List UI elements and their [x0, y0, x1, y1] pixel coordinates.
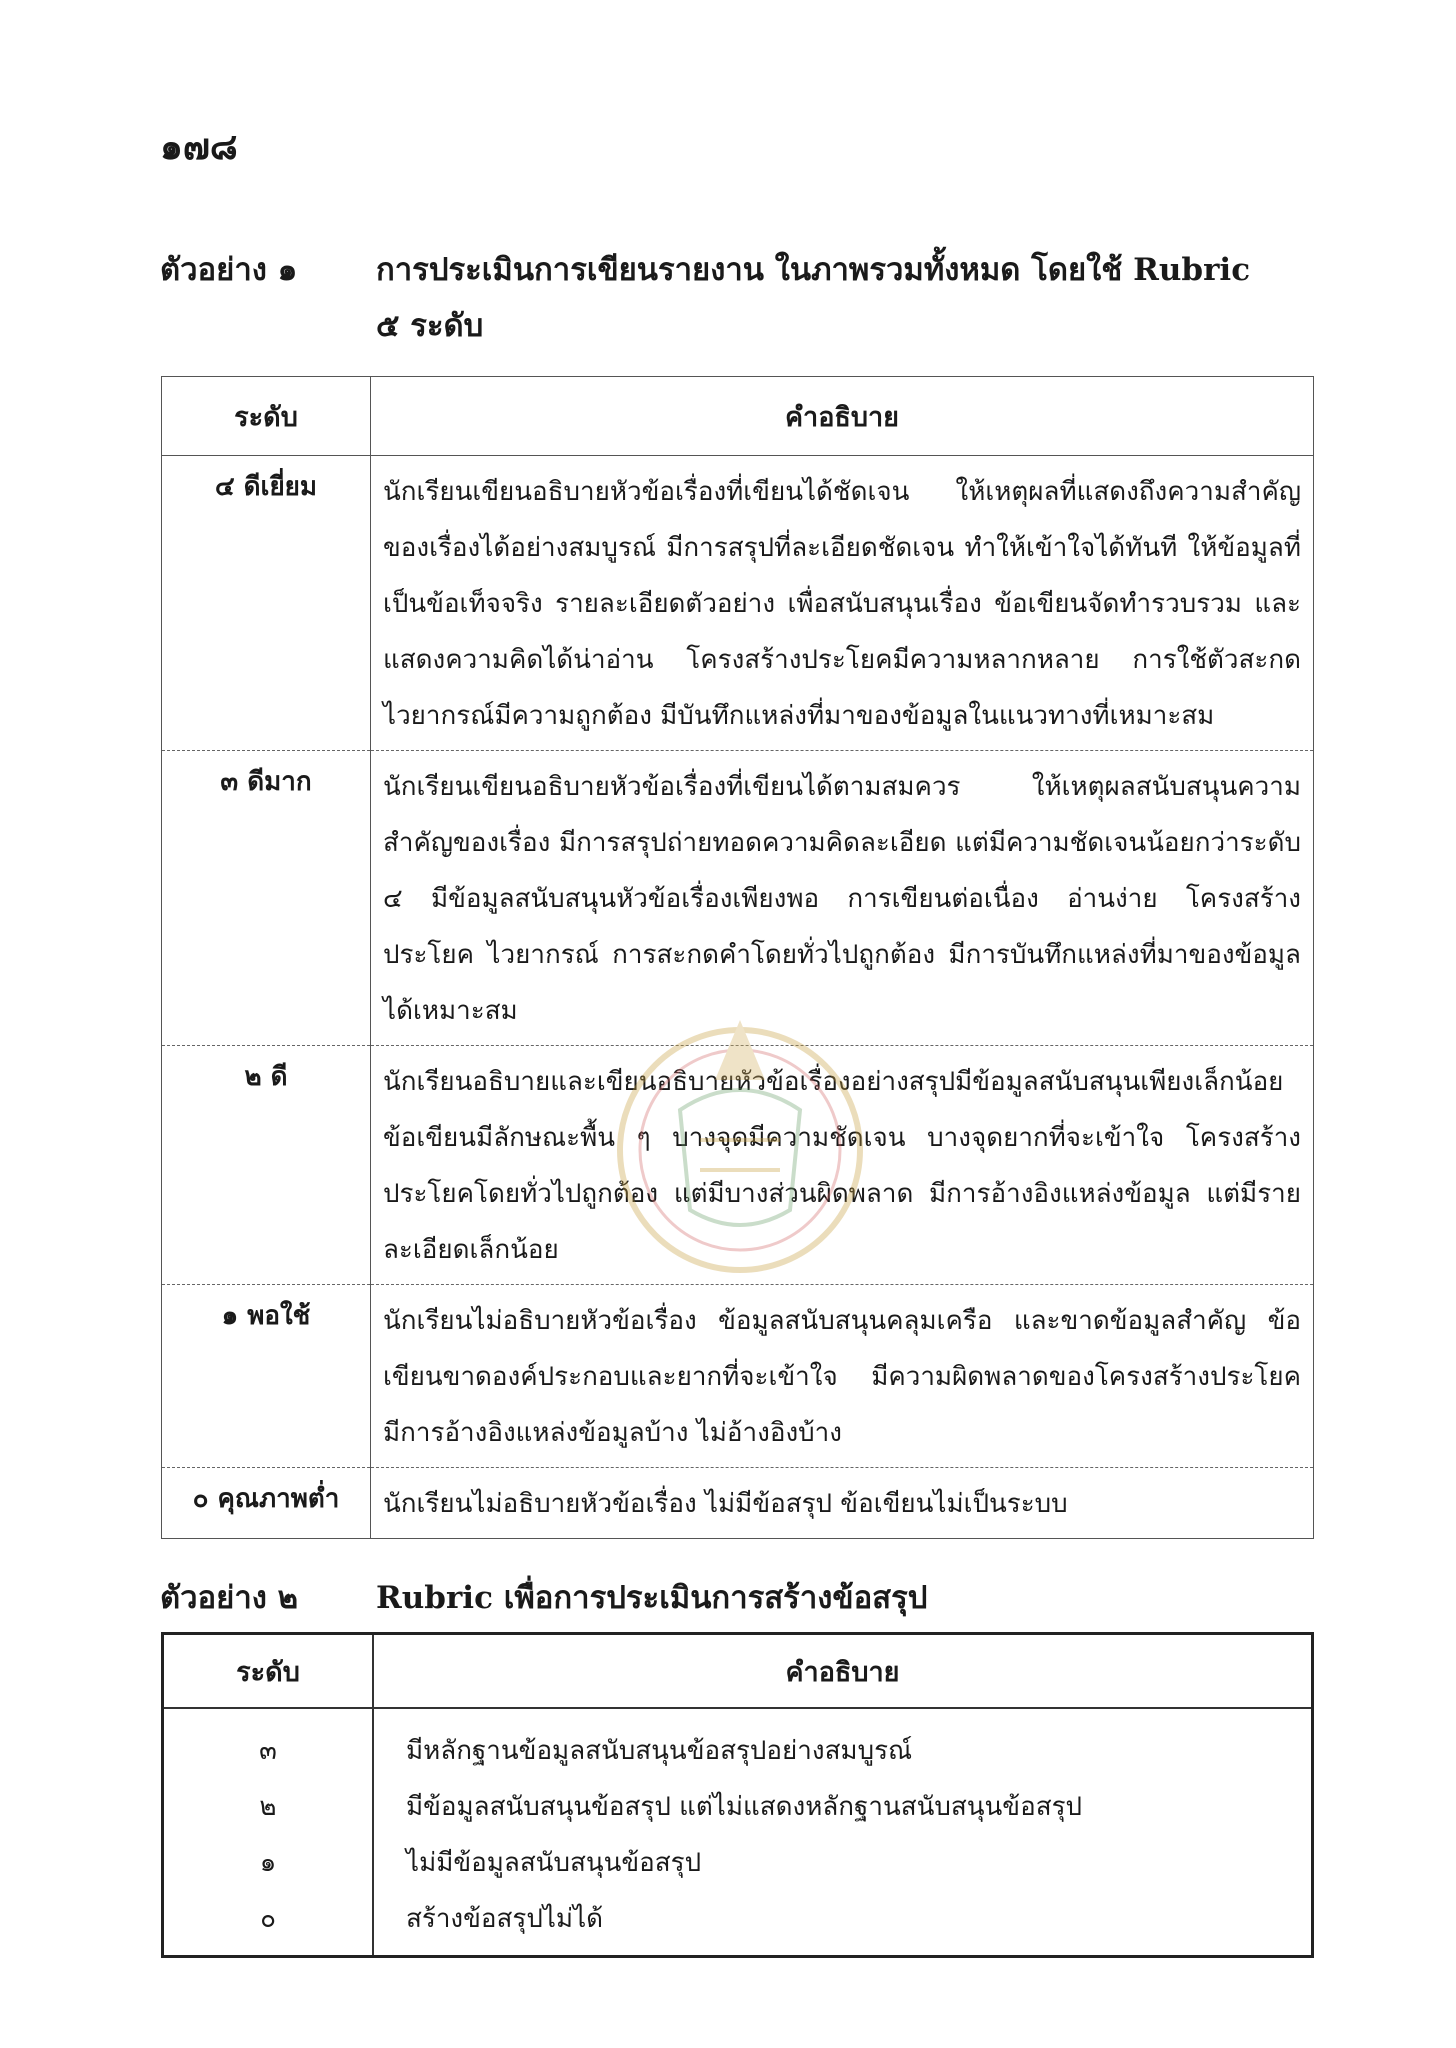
example2-label: ตัวอย่าง ๒: [160, 1580, 299, 1616]
row-description: นักเรียนเขียนอธิบายหัวข้อเรื่องที่เขียนได้ตามสมควร ให้เหตุผลสนับสนุนความสำคัญของเรื่อง มีการสรุปถ่ายทอดความคิดละเอียด แต่มีความชัดเจนน้อยกว่าระดับ ๔ มีข้อมูลสนับสนุนหัวข้อเรื่องเพียงพอ การเขียนต่อเนื่อง อ่านง่าย โครงสร้างประโยค ไวยากรณ์ การสะกดคำโดยทั่วไปถูกต้อง มีการบันทึกแหล่งที่มาของข้อมูลได้เหมาะสม: [371, 751, 1314, 1046]
table-row: [162, 751, 1314, 1046]
rubric-table-1: [161, 376, 1314, 1539]
table-header-row: [162, 377, 1314, 456]
table-row: [162, 1046, 1314, 1285]
row-level: ๒ ดี: [162, 1046, 371, 1285]
row-level: ๐ คุณภาพต่ำ: [162, 1468, 371, 1539]
row-description: สร้างข้อสรุปไม่ได้: [406, 1904, 604, 1934]
row-description: มีข้อมูลสนับสนุนข้อสรุป แต่ไม่แสดงหลักฐานสนับสนุนข้อสรุป: [406, 1792, 1083, 1822]
row-description: นักเรียนไม่อธิบายหัวข้อเรื่อง ข้อมูลสนับสนุนคลุมเครือ และขาดข้อมูลสำคัญ ข้อเขียนขาดองค์ประกอบและยากที่จะเข้าใจ มีความผิดพลาดของโครงสร้างประโยค มีการอ้างอิงแหล่งข้อมูลบ้าง ไม่อ้างอิงบ้าง: [371, 1285, 1314, 1468]
page-number: ๑๗๘: [160, 126, 238, 168]
example1-heading: [160, 242, 1316, 354]
row-level: ๐: [260, 1904, 276, 1934]
example1-label: ตัวอย่าง ๑: [160, 252, 298, 288]
row-description: นักเรียนไม่อธิบายหัวข้อเรื่อง ไม่มีข้อสรุป ข้อเขียนไม่เป็นระบบ: [371, 1468, 1314, 1539]
row-description: นักเรียนอธิบายและเขียนอธิบายหัวข้อเรื่องอย่างสรุปมีข้อมูลสนับสนุนเพียงเล็กน้อย ข้อเขียนมีลักษณะพื้น ๆ บางจุดมีความชัดเจน บางจุดยากที่จะเข้าใจ โครงสร้างประโยคโดยทั่วไปถูกต้อง แต่มีบางส่วนผิดพลาด มีการอ้างอิงแหล่งข้อมูล แต่มีรายละเอียดเล็กน้อย: [371, 1046, 1314, 1285]
row-description: นักเรียนเขียนอธิบายหัวข้อเรื่องที่เขียนได้ชัดเจน ให้เหตุผลที่แสดงถึงความสำคัญของเรื่องได้อย่างสมบูรณ์ มีการสรุปที่ละเอียดชัดเจน ทำให้เข้าใจได้ทันที ให้ข้อมูลที่เป็นข้อเท็จจริง รายละเอียดตัวอย่าง เพื่อสนับสนุนเรื่อง ข้อเขียนจัดทำรวบรวม และแสดงความคิดได้น่าอ่าน โครงสร้างประโยคมีความหลากหลาย การใช้ตัวสะกด ไวยากรณ์มีความถูกต้อง มีบันทึกแหล่งที่มาของข้อมูลในแนวทางที่เหมาะสม: [383, 477, 1301, 731]
table-header-row: [163, 1634, 1313, 1709]
header-level: ระดับ: [162, 377, 371, 456]
row-description: ไม่มีข้อมูลสนับสนุนข้อสรุป: [406, 1848, 702, 1878]
row-description: มีหลักฐานข้อมูลสนับสนุนข้อสรุปอย่างสมบูรณ์: [406, 1736, 913, 1766]
header-description: คำอธิบาย: [373, 1634, 1313, 1709]
row-level: ๑ พอใช้: [162, 1285, 371, 1468]
example2-heading: [160, 1570, 1316, 1626]
row-level: ๑: [259, 1848, 277, 1878]
table-row: [162, 1468, 1314, 1539]
row-level: ๓ ดีมาก: [162, 751, 371, 1046]
rubric-table-2: [161, 1632, 1314, 1958]
example1-title-line1: การประเมินการเขียนรายงาน ในภาพรวมทั้งหมด โดยใช้ Rubric: [376, 252, 1251, 288]
example2-title: Rubric เพื่อการประเมินการสร้างข้อสรุป: [376, 1580, 928, 1616]
table-row: [162, 1285, 1314, 1468]
row-level: ๒: [259, 1792, 277, 1822]
row-level: ๓: [259, 1736, 277, 1766]
header-description: คำอธิบาย: [371, 377, 1314, 456]
table-row: [162, 456, 1314, 751]
header-level: ระดับ: [163, 1634, 374, 1709]
table-row: [163, 1708, 1313, 1957]
example1-title-line2: ๕ ระดับ: [376, 308, 484, 344]
row-level: ๔ ดีเยี่ยม: [162, 456, 371, 751]
